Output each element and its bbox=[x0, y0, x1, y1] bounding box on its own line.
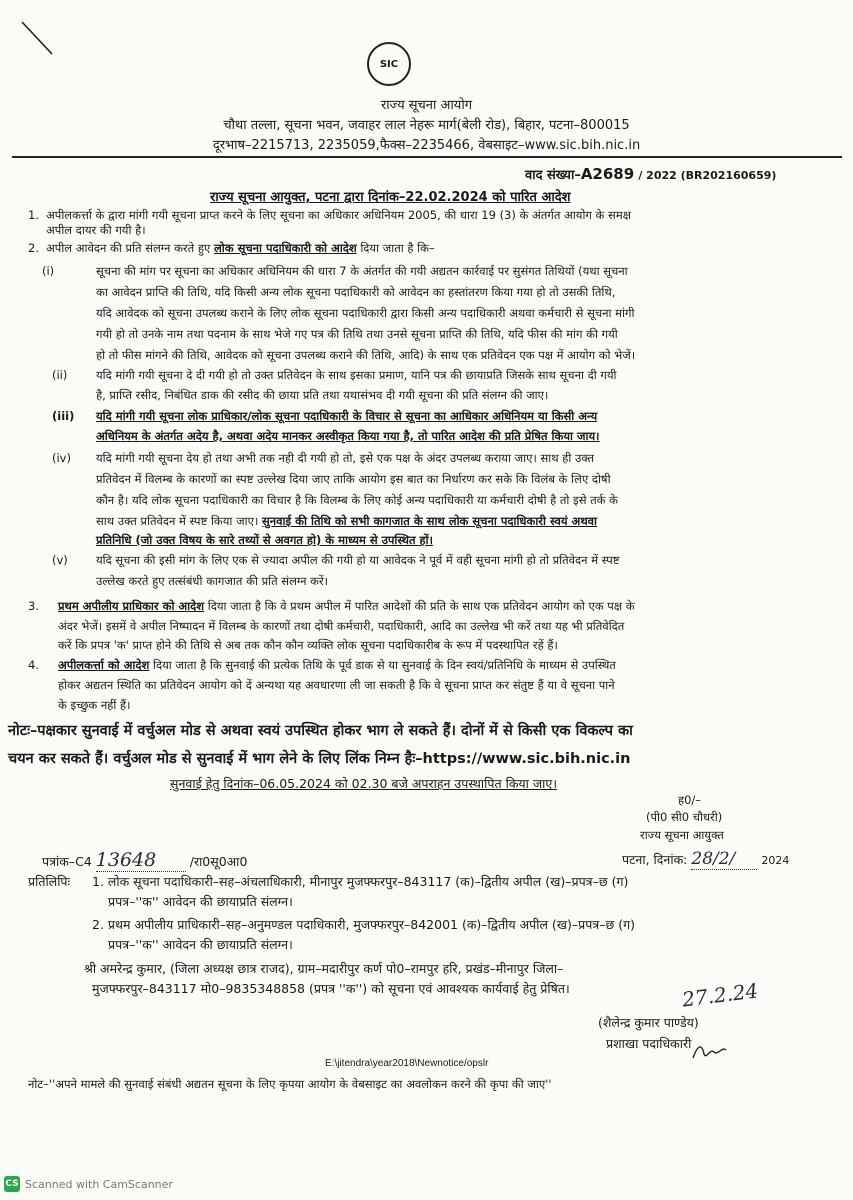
case-number bbox=[525, 165, 776, 183]
copy-2-line: 2. प्रथम अपीलीय प्राधिकारी–सह–अनुमण्डल पदाधिकारी, मुजफ्फरपुर–842001 (क)–द्वितीय अपील (ख)–प्रपत्र–छ (ग) bbox=[92, 917, 636, 932]
para3-line bbox=[58, 599, 635, 614]
para1-num: 1. bbox=[28, 208, 39, 222]
para1-line: अपीलकर्त्ता के द्वारा मांगी गयी सूचना प्राप्त करने के लिए सूचना का अधिकार अधिनियम 2005, की धारा 19 (3) के अंतर्गत आयोग के समक्ष bbox=[46, 208, 631, 222]
signatory-designation: राज्य सूचना आयुक्त bbox=[640, 828, 724, 842]
item-iii-num: (iii) bbox=[52, 409, 75, 423]
copy-3-line: श्री अमरेन्द्र कुमार, (जिला अध्यक्ष छात्र राजद), ग्राम–मदारीपुर कर्ण पो0–रामपुर हरि, प्रखंड–मीनापुर जिला– bbox=[84, 961, 564, 976]
hearing-date: सुनवाई हेतु दिनांक–06.05.2024 को 02.30 बजे अपराहन उपस्थापित किया जाए। bbox=[170, 776, 558, 791]
header-rule bbox=[12, 156, 842, 158]
para4-line bbox=[58, 658, 616, 673]
para3-order-faa: प्रथम अपीलीय प्राधिकार को आदेश bbox=[58, 599, 205, 613]
officer-initials bbox=[690, 1040, 730, 1064]
copy-1-line: 1. लोक सूचना पदाधिकारी–सह–अंचलाधिकारी, मीनापुर मुजफ्फरपुर–843117 (क)–द्वितीय अपील (ख)–प्रपत्र–छ (ग) bbox=[92, 874, 629, 889]
letter-label: पत्रांक–C4 bbox=[42, 854, 92, 869]
item-v-num: (v) bbox=[52, 553, 68, 567]
date-handwritten: 28/2/ bbox=[691, 849, 757, 870]
signatory-name: (पी0 सी0 चौधरी) bbox=[646, 810, 723, 824]
item-i-line: का आवेदन प्राप्ति की तिथि, यदि किसी अन्य लोक सूचना पदाधिकारी को आवेदन का हस्तांतरण किया गया हो तो उसकी तिथि, bbox=[96, 285, 616, 299]
item-i-line: हो तो फीस मांगने की तिथि, आवेदक को सूचना उपलब्ध कराने की तिथि, आदि) के साथ एक प्रतिवेदन एक पक्ष में आयोग को भेजें। bbox=[96, 348, 636, 362]
item-iv-bold-line: प्रतिनिधि (जो उक्त विषय के सारे तथ्यों से अवगत हो) के माध्यम से उपस्थित हों। bbox=[96, 533, 434, 547]
officer-name: (शैलेन्द्र कुमार पाण्डेय) bbox=[598, 1015, 699, 1030]
commission-logo bbox=[367, 42, 411, 86]
para3-num: 3. bbox=[28, 599, 39, 613]
item-iv-bold: सुनवाई की तिथि को सभी कागजात के साथ लोक सूचना पदाधिकारी स्वयं अथवा bbox=[261, 514, 598, 528]
para4-order-appellant: अपीलकर्त्ता को आदेश bbox=[58, 658, 150, 672]
copies-label: प्रतिलिपिः bbox=[28, 874, 71, 889]
letter-suffix: /रा0सू0आ0 bbox=[189, 854, 248, 869]
item-iv-num: (iv) bbox=[52, 451, 71, 465]
item-ii-line: है, प्राप्ति रसीद, निबंधित डाक की रसीद की छाया प्रति तथा यथासंभव दी गयी सूचना की प्रति संलग्न की जाए। bbox=[96, 388, 549, 402]
item-iv-line: कौन है। यदि लोक सूचना पदाधिकारी का विचार है कि विलम्ब के लिए कोई अन्य पदाधिकारी या कर्मचारी दोषी है तो इसे तर्क के bbox=[96, 493, 618, 507]
item-iv-text: साथ उक्त प्रतिवेदन में स्पष्ट किया जाए। bbox=[96, 514, 259, 528]
letter-number bbox=[42, 849, 247, 872]
item-i-num: (i) bbox=[42, 264, 55, 278]
date-year: 2024 bbox=[761, 854, 790, 867]
para3-line: अंदर भेजें। इसमें वे अपील निष्पादन में विलम्ब के कारणों तथा दोषी कर्मचारी, पदाधिकारी, आदि का उल्लेख भी करें तथा यह भी प्रतिवेदित bbox=[58, 619, 625, 633]
footer-note: नोट–''अपने मामले की सुनवाई संबंधी अद्यतन सूचना के लिए कृपया आयोग के वेबसाइट का अवलोकन करने की कृपा की जाए'' bbox=[28, 1077, 552, 1091]
copy-1-line: प्रपत्र–''क'' आवेदन की छायाप्रति संलग्न। bbox=[108, 894, 293, 909]
para4-line: होकर अद्यतन स्थिति का प्रतिवेदन आयोग को दें अन्यथा यह अवधारणा ली जा सकती है कि वे सूचना प्राप्त कर संतुष्ट हैं या वे सूचना पाने bbox=[58, 678, 615, 692]
letter-date bbox=[622, 849, 789, 870]
handwritten-dispatch-date: 27.2.24 bbox=[680, 978, 760, 1012]
para2-order-pio: लोक सूचना पदाधिकारी को आदेश bbox=[213, 241, 357, 255]
file-path: E:\jitendra\year2018\Newnotice/opslr bbox=[325, 1058, 489, 1069]
camscanner-watermark bbox=[4, 1176, 173, 1192]
item-v-line: यदि सूचना की इसी मांग के लिए एक से ज्यादा अपील की गयी हो या आवेदक ने पूर्व में वही सूचना मांगी हो तो प्रतिवेदन में स्पष्ट bbox=[96, 553, 620, 567]
order-title: राज्य सूचना आयुक्त, पटना द्वारा दिनांक–22.02.2024 को पारित आदेश bbox=[210, 190, 571, 205]
para2-text bbox=[46, 241, 435, 256]
item-v-line: उल्लेख करते हुए तत्संबंधी कागजात की प्रति संलग्न करें। bbox=[96, 574, 329, 588]
virtual-note-line: चयन कर सकते हैं। वर्चुअल मोड से सुनवाई में भाग लेने के लिए लिंक निम्न हैः–https://www.sic.bih.nic.in bbox=[8, 751, 631, 767]
item-iii-line: यदि मांगी गयी सूचना लोक प्राधिकार/लोक सूचना पदाधिकारी के विचार से सूचना का आधिकार अधिनियम या किसी अन्य bbox=[96, 409, 598, 423]
para2-pre: अपील आवेदन की प्रति संलग्न करते हुए bbox=[46, 241, 211, 255]
case-id: A2689 bbox=[580, 165, 635, 183]
item-ii-line: यदि मांगी गयी सूचना दे दी गयी हो तो उक्त प्रतिवेदन के साथ इसका प्रमाण, यानि पत्र की छायाप्रति जिसके साथ सूचना दी गयी bbox=[96, 368, 617, 382]
officer-designation: प्रशाखा पदाधिकारी bbox=[606, 1036, 692, 1051]
camscanner-icon: CS bbox=[4, 1176, 20, 1192]
case-year: / 2022 (BR202160659) bbox=[638, 169, 777, 182]
para2-post: दिया जाता है कि– bbox=[360, 241, 435, 255]
para4-num: 4. bbox=[28, 658, 39, 672]
para2-num: 2. bbox=[28, 241, 39, 255]
letter-handwritten-number: 13648 bbox=[96, 849, 186, 872]
case-label: वाद संख्या– bbox=[525, 168, 581, 183]
pen-mark bbox=[20, 20, 60, 60]
org-address: चौथा तल्ला, सूचना भवन, जवाहर लाल नेहरू मार्ग(बेली रोड), बिहार, पटना–800015 bbox=[223, 118, 630, 133]
para4-line: के इच्छुक नहीं हैं। bbox=[58, 698, 131, 712]
date-label: पटना, दिनांक: bbox=[622, 852, 688, 867]
camscanner-text: Scanned with CamScanner bbox=[25, 1177, 173, 1191]
item-ii-num: (ii) bbox=[52, 368, 68, 382]
sign-mark: ह0/– bbox=[678, 793, 702, 807]
item-iv-line bbox=[96, 514, 597, 529]
item-iv-line: प्रतिवेदन में विलम्ब के कारणों का स्पष्ट उल्लेख दिया जाए ताकि आयोग इस बात का निर्धारण कर सके कि विलंब के लिए दोषी bbox=[96, 472, 611, 486]
para3-text: दिया जाता है कि वे प्रथम अपील में पारित आदेशों की प्रति के साथ एक प्रतिवेदन आयोग को एक पक्ष के bbox=[207, 599, 635, 613]
para1-line: अपील दायर की गयी है। bbox=[46, 223, 146, 237]
para4-text: दिया जाता है कि सुनवाई की प्रत्येक तिथि के पूर्व डाक से या सुनवाई के दिन स्वयं/प्रतिनिधि के माध्यम से उपस्थित bbox=[153, 658, 616, 672]
copy-2-line: प्रपत्र–''क'' आवेदन की छायाप्रति संलग्न। bbox=[108, 937, 293, 952]
org-contact: दूरभाष–2215713, 2235059,फैक्स–2235466, वेबसाइट–www.sic.bih.nic.in bbox=[212, 138, 641, 153]
item-iv-line: यदि मांगी गयी सूचना देय हो तथा अभी तक नही दी गयी हो तो, इसे एक पक्ष के अंदर उपलब्ध कराया जाए। साथ ही उक्त bbox=[96, 451, 595, 465]
para3-line: करें कि प्रपत्र 'क' प्राप्त होने की तिथि से अब तक कौन कौन व्यक्ति लोक सूचना पदाधिकारीब के रूप में पदस्थापित रहें हैं। bbox=[58, 638, 558, 652]
item-i-line: सूचना की मांग पर सूचना का अधिकार अधिनियम की धारा 7 के अंतर्गत की गयी अद्यतन कार्रवाई पर सुसंगत तिथियों (यथा सूचना bbox=[96, 264, 628, 278]
virtual-note-line: नोटः–पक्षकार सुनवाई में वर्चुअल मोड से अथवा स्वयं उपस्थित होकर भाग ले सकते हैं। दोनों में से किसी एक विकल्प का bbox=[8, 723, 633, 739]
copy-3-line: मुजफ्फरपुर–843117 मो0–9835348858 (प्रपत्र ''क'') को सूचना एवं आवश्यक कार्यवाई हेतु प्रेषित। bbox=[92, 981, 570, 996]
item-i-line: गयी हो तो उनके नाम तथा पदनाम के साथ भेजे गए पत्र की तिथि तथा उनसे सूचना प्राप्ति की तिथि, यदि फीस की मांग की गयी bbox=[96, 327, 618, 341]
item-iii-line: अधिनियम के अंतर्गत अदेय है, अथवा अदेय मानकर अस्वीकृत किया गया है, तो पारित आदेश की प्रति प्रेषित किया जाय। bbox=[96, 429, 600, 443]
item-i-line: यदि आवेदक को सूचना उपलब्ध कराने के लिए लोक सूचना पदाधिकारी द्वारा किसी अन्य पदाधिकारी अथवा कर्मचारी से सूचना मांगी bbox=[96, 306, 635, 320]
logo-text: SIC bbox=[379, 58, 399, 70]
org-name: राज्य सूचना आयोग bbox=[380, 98, 473, 113]
